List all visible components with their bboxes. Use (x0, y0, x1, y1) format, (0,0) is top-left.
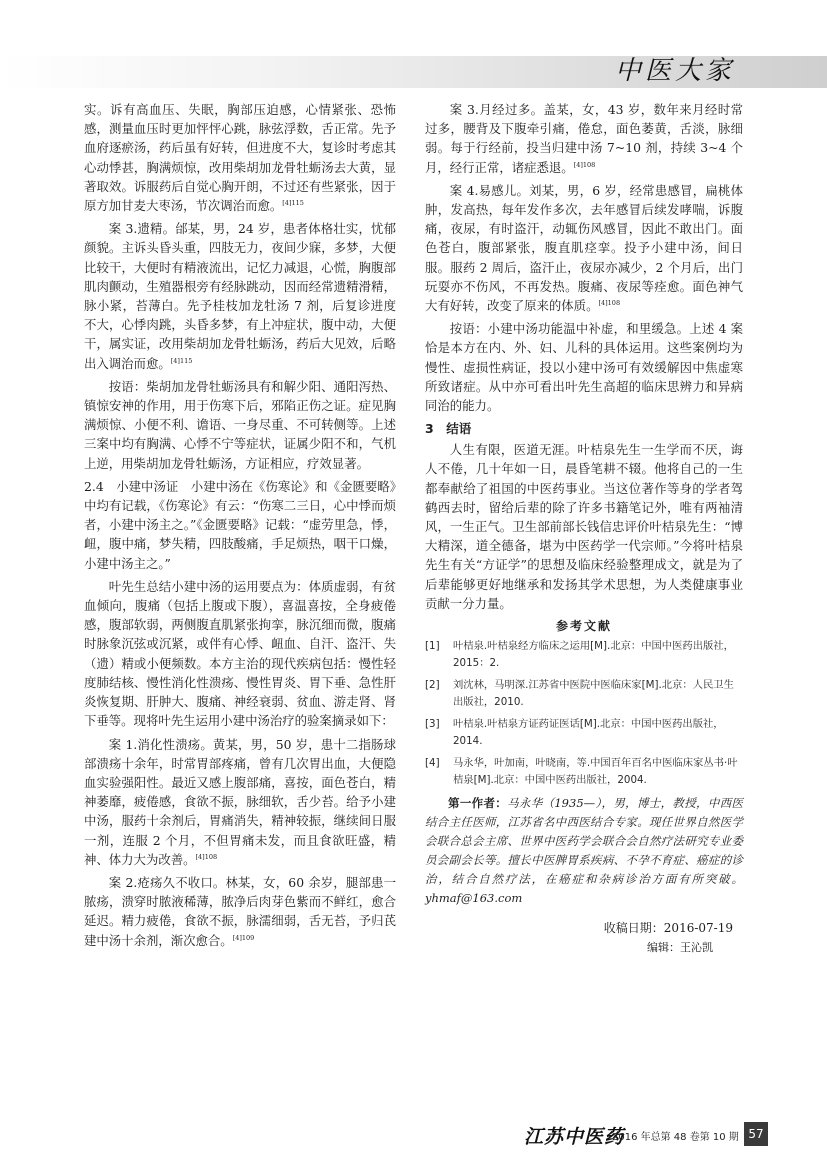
paragraph (84, 100, 396, 215)
editor-credit: 编辑：王沁凯 (647, 941, 713, 955)
paragraph (84, 477, 396, 573)
reference-number: [1] (425, 640, 440, 653)
references-title: 参考文献 (555, 619, 612, 634)
paragraph (84, 219, 396, 373)
paragraph (425, 319, 743, 415)
paragraph-text: 按语：小建中汤功能温中补虚，和里缓急。上述 4 案恰是本方在内、外、妇、儿科的具体运用。这些案例均为慢性、虚损性病证，投以小建中汤可有效缓解因中焦虚寒所致诸症。从中亦可看出叶先生高超的临床思辨力和异病同治的能力。 (425, 321, 743, 414)
citation-superscript: [4]108 (573, 160, 596, 169)
reference-text: 叶桔泉.叶桔泉方证药证医话[M].北京：中国中医药出版社，2014. (453, 718, 724, 747)
reference-number: [3] (425, 718, 440, 731)
paragraph (425, 100, 743, 177)
references-list (425, 638, 743, 788)
citation-superscript: [4]115 (170, 356, 193, 365)
paragraph-text: 案 3.月经过多。盖某，女，43 岁，数年来月经时常过多，腰背及下腹牵引痛，倦怠，面色萎黄，舌淡，脉细弱。每于行经前，投当归建中汤 7~10 剂，持续 3~4 个月，经行正常，诸症悉退。 (425, 102, 743, 175)
paragraph-text: 案 3.遗精。邰某，男，24 岁，患者体格壮实，忧郁颜貌。主诉头昏头重，四肢无力，夜间少寐，多梦，大便比较干，大便时有精液流出，记忆力减退，心慌，胸腹部肌肉颤动，生殖器根旁有经脉跳动，因而经常遗精滑精，脉小紧，苔薄白。先予桂枝加龙牡汤 7 剂，后复诊进度不大，心悸肉跳，头昏多梦，有上冲症状，腹中动，大便干，属实证，改用柴胡加龙骨牡蛎汤，药后大见效，后略出入调治而愈。 (84, 221, 396, 371)
citation-superscript: [4]108 (195, 852, 218, 861)
reference-item (425, 638, 743, 671)
paragraph-text: 实。诉有高血压、失眠，胸部压迫感，心情紧张、恐怖感，测量血压时更加怦怦心跳，脉弦浮数，舌正常。先予血府逐瘀汤，药后虽有好转，但进度不大，复诊时考虑其心动悸甚，胸满烦惊，改用柴胡加龙骨牡蛎汤去大黄，显著取效。诉服药后自觉心胸开朗，不过还有些紧张，因于原方加甘麦大枣汤，节次调治而愈。 (84, 102, 396, 214)
right-paragraphs (425, 100, 743, 415)
reference-text: 叶桔泉.叶桔泉经方临床之运用[M].北京：中国中医药出版社，2015：2. (453, 640, 734, 669)
paragraph (84, 577, 396, 731)
conclusion-paragraph: 人生有限，医道无涯。叶桔泉先生一生学而不厌，诲人不倦，几十年如一日，晨昏笔耕不辍。他将自己的一生都奉献给了祖国的中医药事业。当这位著作等身的学者驾鹤西去时，留给后辈的除了许多书籍笔记外，唯有两袖清风，一生正气。卫生部前部长钱信忠评价叶桔泉先生：“博大精深，道全德备，堪为中医药学一代宗师。”今将叶桔泉先生有关“方证学”的思想及临床经验整理成文，就是为了后辈能够更好地继承和发扬其学术思想，为人类健康事业贡献一分力量。 (425, 442, 743, 611)
author-text: 马永华（1935—），男，博士，教授，中西医结合主任医师，江苏省名中西医结合专家。现任世界自然医学会联合总会主席、世界中医药学会联合会自然疗法研究专业委员会副会长等。擅长中医脾胃系疾病、不孕不育症、癌症的诊治，结合自然疗法，在癌症和杂病诊治方面有所突破。yhmaf@163.com (425, 796, 744, 906)
conclusion-heading: 3 结语 (425, 421, 472, 437)
author-label: 第一作者： (448, 796, 508, 811)
reference-text: 刘沈林，马明深.江苏省中医院中医临床家[M].北京：人民卫生出版社，2010. (453, 679, 734, 708)
received-date: 收稿日期：2016-07-19 (603, 921, 733, 936)
paragraph-text: 叶先生总结小建中汤的运用要点为：体质虚弱，有贫血倾向，腹痛（包括上腹或下腹），喜温喜按，全身疲倦感，腹部软弱，两侧腹直肌紧张拘挛，脉沉细而微，腹痛时脉象沉弦或沉紧，或伴有心悸、衄血、自汗、盗汗、失（遗）精或小便频数。本方主治的现代疾病包括：慢性轻度肺结核、慢性消化性溃疡、慢性胃炎、胃下垂、急性肝炎恢复期、肝肿大、腹痛、神经衰弱、贫血、游走肾、肾下垂等。现将叶先生运用小建中汤治疗的验案摘录如下： (84, 578, 396, 729)
paragraph-text: 案 1.消化性溃疡。黄某，男，50 岁，患十二指肠球部溃疡十余年，时常胃部疼痛，曾有几次胃出血，大便隐血实验强阳性。最近又感上腹部痛，喜按，面色苍白，精神萎靡，疲倦感，食欲不振，脉细软，舌少苔。给予小建中汤，服药十余剂后，胃痛消失，精神较振，继续间日服一剂，连服 2 个月，不但胃痛未发，而且食欲旺盛，精神、体力大为改善。 (84, 736, 396, 867)
reference-number: [2] (425, 679, 440, 692)
paragraph-text: 2.4 小建中汤证 小建中汤在《伤寒论》和《金匮要略》中均有记载，《伤寒论》有云：“伤寒二三日，心中悸而烦者，小建中汤主之。”《金匮要略》记载：“虚劳里急，悸，衄，腹中痛，梦失精，四肢酸痛，手足烦热，咽干口燥，小建中汤主之。” (84, 478, 396, 571)
paragraph (425, 181, 743, 315)
journal-section-title: 中医大家 (614, 56, 735, 86)
paragraph (84, 873, 396, 950)
issue-info: 2016 年总第 48 卷第 10 期 (612, 1132, 739, 1143)
reference-item (425, 677, 743, 710)
reference-number: [4] (425, 757, 440, 770)
citation-superscript: [4]115 (282, 198, 304, 207)
citation-superscript: [4]109 (232, 933, 255, 942)
author-bio (425, 794, 743, 908)
paragraph (84, 377, 396, 473)
paragraph-text: 案 2.疮疡久不收口。林某，女，60 余岁，腿部患一脓疡，溃穿时脓液稀薄，脓净后肉芽色紫而不鲜红，愈合延迟。精力疲倦，食欲不振，脉濡细弱，舌无苔，予归芪建中汤十余剂，渐次愈合。 (84, 874, 396, 948)
journal-logo: 江苏中医药 (524, 1126, 625, 1148)
reference-item (425, 755, 743, 788)
paragraph (84, 735, 396, 869)
right-column (425, 100, 743, 958)
paragraph-text: 按语：柴胡加龙骨牡蛎汤具有和解少阳、通阳泻热、镇惊安神的作用，用于伤寒下后，邪陷正伤之证。症见胸满烦惊、小便不利、谵语、一身尽重、不可转侧等。上述三案中均有胸满、心悸不宁等症状，证属少阳不和，气机上逆，用柴胡加龙骨牡蛎汤，方证相应，疗效显著。 (84, 378, 396, 471)
reference-item (425, 716, 743, 749)
citation-superscript: [4]108 (598, 298, 621, 307)
reference-text: 马永华，叶加南，叶晓南，等.中国百年百名中医临床家丛书·叶桔泉[M].北京：中国中医药出版社，2004. (453, 757, 738, 786)
page-number: 57 (744, 1122, 768, 1146)
left-column (84, 100, 396, 954)
paragraph-text: 案 4.易感儿。刘某，男，6 岁，经常患感冒，扁桃体肿，发高热，每年发作多次，去年感冒后续发哮喘，诉腹痛，夜尿，有时盗汗，动辄伤风感冒，因此不敢出门。面色苍白，腹部紧张，腹直肌痉挛。投予小建中汤，间日服。服药 2 周后，盗汗止，夜尿亦减少，2 个月后，出门玩耍亦不伤风，不再发热。腹痛、夜尿等痊愈。面色神气大有好转，改变了原来的体质。 (425, 182, 743, 314)
